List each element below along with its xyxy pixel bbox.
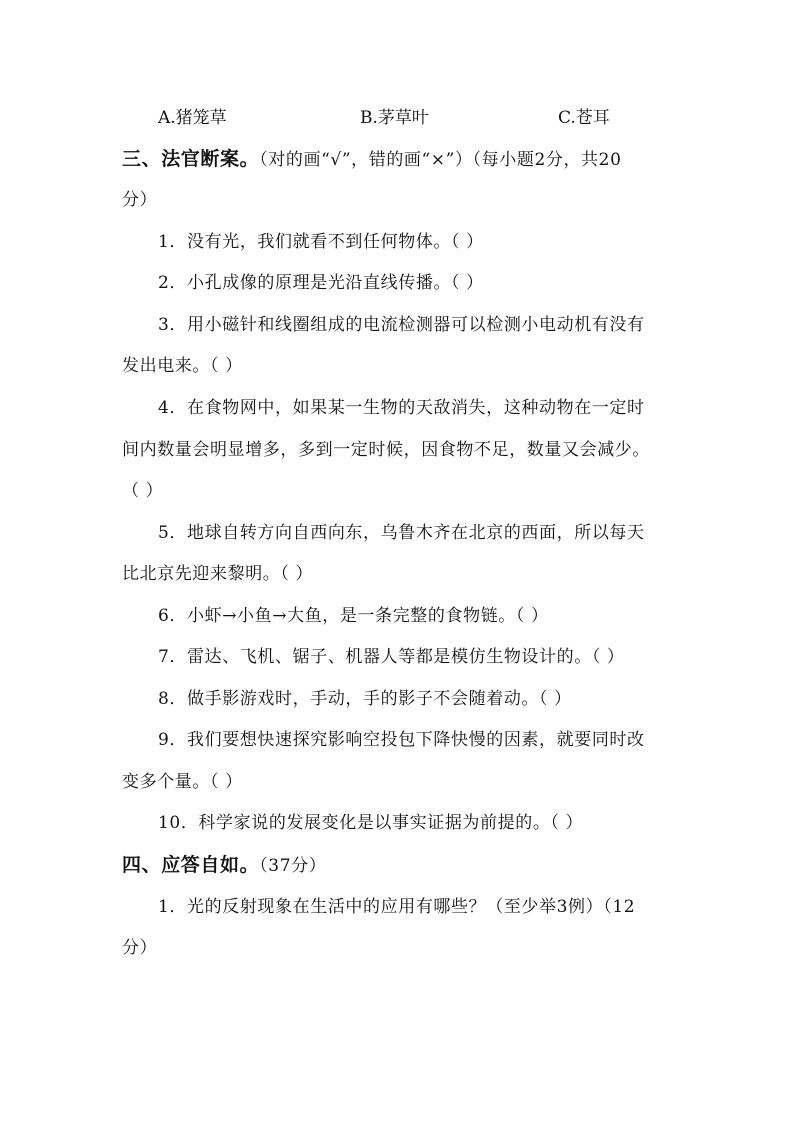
question-3-line-1: 3．用小磁针和线圈组成的电流检测器可以检测小电动机有没有 bbox=[158, 315, 645, 335]
section3-note: （对的画“√”，错的画“×”）（每小题2分，共20 bbox=[259, 150, 622, 170]
question-9-line-2: 变多个量。（ ） bbox=[122, 772, 243, 792]
question-5-line-1: 5．地球自转方向自西向东，乌鲁木齐在北京的西面，所以每天 bbox=[158, 523, 645, 543]
question-10: 10．科学家说的发展变化是以事实证据为前提的。（ ） bbox=[158, 813, 584, 833]
question-4-line-3: （ ） bbox=[122, 481, 164, 501]
question-2: 2．小孔成像的原理是光沿直线传播。（ ） bbox=[158, 273, 484, 293]
question-9-line-1: 9．我们要想快速探究影响空投包下降快慢的因素，就要同时改 bbox=[158, 730, 645, 750]
section4-heading: 四、应答自如。 bbox=[122, 854, 260, 876]
section4-question-1-line-1: 1．光的反射现象在生活中的应用有哪些？（至少举3例）（12 bbox=[158, 897, 636, 917]
section3-note-continued: 分） bbox=[122, 190, 158, 210]
section4-note: （37分） bbox=[259, 856, 327, 876]
section4-question-1-line-2: 分） bbox=[122, 938, 158, 958]
section3-heading: 三、法官断案。 bbox=[122, 148, 260, 170]
question-6: 6．小虾→小鱼→大鱼，是一条完整的食物链。（ ） bbox=[158, 606, 549, 626]
option-a: A.猪笼草 bbox=[158, 108, 227, 128]
question-8: 8．做手影游戏时，手动，手的影子不会随着动。（ ） bbox=[158, 689, 572, 709]
question-5-line-2: 比北京先迎来黎明。（ ） bbox=[122, 564, 314, 584]
section4-title-line bbox=[122, 853, 326, 878]
section3-title-line bbox=[122, 147, 622, 172]
option-c: C.苍耳 bbox=[558, 108, 610, 128]
question-7: 7．雷达、飞机、锯子、机器人等都是模仿生物设计的。（ ） bbox=[158, 647, 625, 667]
question-4-line-1: 4．在食物网中，如果某一生物的天敌消失，这种动物在一定时 bbox=[158, 398, 645, 418]
question-4-line-2: 间内数量会明显增多，多到一定时候，因食物不足，数量又会减少。 bbox=[122, 440, 650, 460]
question-1: 1．没有光，我们就看不到任何物体。（ ） bbox=[158, 232, 484, 252]
question-3-line-2: 发出电来。（ ） bbox=[122, 356, 243, 376]
option-b: B.茅草叶 bbox=[360, 108, 429, 128]
